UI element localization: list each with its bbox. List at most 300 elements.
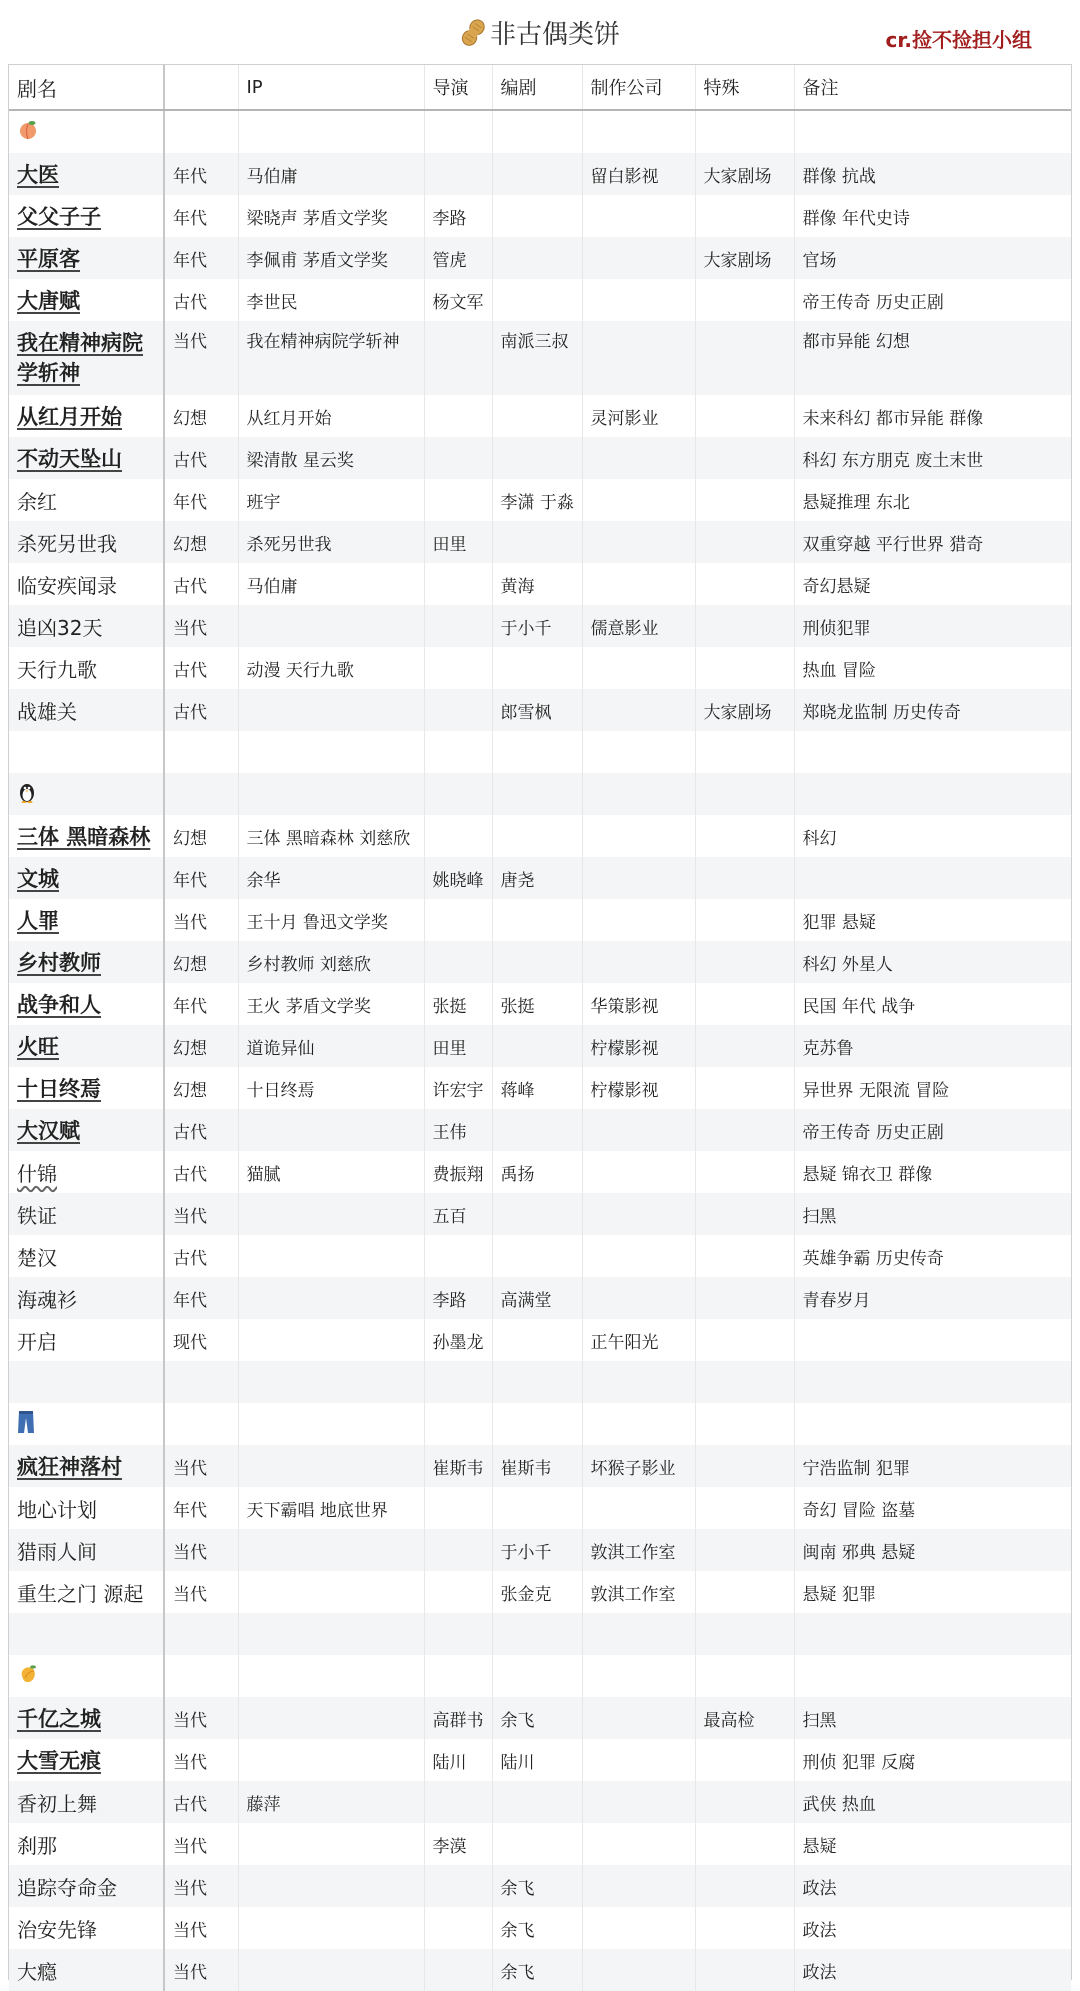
notes-cell: 帝王传奇 历史正剧 <box>794 1109 1071 1151</box>
director-cell <box>424 1235 492 1277</box>
era-cell: 年代 <box>164 479 238 521</box>
ip-cell: 杀死另世我 <box>238 521 424 563</box>
ip-cell <box>238 1739 424 1781</box>
drama-name: 火旺 <box>17 1035 59 1059</box>
writer-cell <box>492 195 582 237</box>
table-row <box>9 237 1071 279</box>
director-cell: 孙墨龙 <box>424 1319 492 1361</box>
notes-cell: 热血 冒险 <box>794 647 1071 689</box>
company-cell <box>582 689 695 731</box>
table-row <box>9 1529 1071 1571</box>
drama-name: 三体 黑暗森林 <box>17 825 151 849</box>
writer-cell <box>492 647 582 689</box>
special-cell <box>695 563 794 605</box>
director-cell: 五百 <box>424 1193 492 1235</box>
special-cell <box>695 1025 794 1067</box>
col-header-ip: IP <box>238 65 424 110</box>
director-cell <box>424 153 492 195</box>
drama-name-cell <box>9 1781 164 1823</box>
table-row <box>9 395 1071 437</box>
drama-name-cell <box>9 689 164 731</box>
empty-cell <box>582 773 695 815</box>
company-cell <box>582 1697 695 1739</box>
empty-cell <box>582 1403 695 1445</box>
company-cell <box>582 941 695 983</box>
notes-cell: 政法 <box>794 1907 1071 1949</box>
notes-cell: 郑晓龙监制 历史传奇 <box>794 689 1071 731</box>
table-row <box>9 1445 1071 1487</box>
empty-cell <box>582 1655 695 1697</box>
writer-cell: 崔斯韦 <box>492 1445 582 1487</box>
notes-cell: 民国 年代 战争 <box>794 983 1071 1025</box>
special-cell <box>695 479 794 521</box>
empty-cell <box>164 1655 238 1697</box>
drama-name: 开启 <box>17 1329 57 1354</box>
ip-cell <box>238 1907 424 1949</box>
writer-cell <box>492 1193 582 1235</box>
special-cell <box>695 437 794 479</box>
writer-cell <box>492 1487 582 1529</box>
ip-cell: 十日终焉 <box>238 1067 424 1109</box>
empty-cell <box>492 731 582 773</box>
writer-cell: 禹扬 <box>492 1151 582 1193</box>
drama-name-cell <box>9 1823 164 1865</box>
drama-name-cell <box>9 1697 164 1739</box>
table-row <box>9 1109 1071 1151</box>
special-cell <box>695 521 794 563</box>
drama-name: 人罪 <box>17 909 59 933</box>
drama-name-cell <box>9 1151 164 1193</box>
special-cell <box>695 605 794 647</box>
notes-cell: 扫黑 <box>794 1697 1071 1739</box>
drama-name: 香初上舞 <box>17 1791 97 1816</box>
writer-cell: 余飞 <box>492 1697 582 1739</box>
special-cell <box>695 983 794 1025</box>
ip-cell <box>238 1445 424 1487</box>
company-cell <box>582 321 695 395</box>
era-cell: 古代 <box>164 647 238 689</box>
director-cell <box>424 1865 492 1907</box>
writer-cell: 唐尧 <box>492 857 582 899</box>
notes-cell: 武侠 热血 <box>794 1781 1071 1823</box>
era-cell: 年代 <box>164 1487 238 1529</box>
title-bar <box>0 0 1080 62</box>
drama-name: 乡村教师 <box>17 951 101 975</box>
special-cell <box>695 1739 794 1781</box>
table-row <box>9 1949 1071 1991</box>
empty-cell <box>9 1613 164 1655</box>
writer-cell: 余飞 <box>492 1865 582 1907</box>
special-cell <box>695 1823 794 1865</box>
section-icon-cell <box>9 110 164 153</box>
drama-name-cell <box>9 1319 164 1361</box>
col-header-company: 制作公司 <box>582 65 695 110</box>
col-header-director: 导演 <box>424 65 492 110</box>
era-cell: 年代 <box>164 983 238 1025</box>
director-cell: 张挺 <box>424 983 492 1025</box>
empty-cell <box>9 731 164 773</box>
section-header-row <box>9 1655 1071 1697</box>
era-cell: 幻想 <box>164 1025 238 1067</box>
special-cell <box>695 857 794 899</box>
empty-cell <box>695 1655 794 1697</box>
company-cell <box>582 857 695 899</box>
era-cell: 当代 <box>164 1193 238 1235</box>
empty-cell <box>424 1613 492 1655</box>
special-cell: 大家剧场 <box>695 237 794 279</box>
empty-cell <box>238 1655 424 1697</box>
company-cell: 留白影视 <box>582 153 695 195</box>
ip-cell: 天下霸唱 地底世界 <box>238 1487 424 1529</box>
director-cell <box>424 321 492 395</box>
ip-cell: 梁晓声 茅盾文学奖 <box>238 195 424 237</box>
company-cell <box>582 1487 695 1529</box>
table-row <box>9 1193 1071 1235</box>
empty-cell <box>794 731 1071 773</box>
empty-cell <box>695 1361 794 1403</box>
notes-cell: 官场 <box>794 237 1071 279</box>
drama-name-cell <box>9 605 164 647</box>
era-cell: 幻想 <box>164 1067 238 1109</box>
ip-cell <box>238 1235 424 1277</box>
special-cell <box>695 395 794 437</box>
era-cell: 当代 <box>164 1445 238 1487</box>
drama-name-cell <box>9 279 164 321</box>
empty-cell <box>794 1613 1071 1655</box>
drama-name-cell <box>9 1571 164 1613</box>
ip-cell: 李佩甫 茅盾文学奖 <box>238 237 424 279</box>
ip-cell: 猫腻 <box>238 1151 424 1193</box>
drama-name-cell <box>9 1445 164 1487</box>
table-row <box>9 437 1071 479</box>
company-cell <box>582 1907 695 1949</box>
company-cell <box>582 1823 695 1865</box>
peach-icon <box>17 119 39 146</box>
special-cell <box>695 321 794 395</box>
empty-cell <box>238 1613 424 1655</box>
era-cell: 幻想 <box>164 815 238 857</box>
special-cell <box>695 647 794 689</box>
empty-cell <box>582 731 695 773</box>
writer-cell: 郎雪枫 <box>492 689 582 731</box>
ip-cell: 藤萍 <box>238 1781 424 1823</box>
writer-cell: 李潇 于淼 <box>492 479 582 521</box>
spacer-row <box>9 1613 1071 1655</box>
table-row <box>9 521 1071 563</box>
table-row <box>9 1571 1071 1613</box>
director-cell <box>424 1529 492 1571</box>
table-row <box>9 941 1071 983</box>
drama-name-cell <box>9 437 164 479</box>
drama-name-cell <box>9 983 164 1025</box>
table-row <box>9 1235 1071 1277</box>
peanut-icon <box>460 18 486 48</box>
notes-cell: 科幻 外星人 <box>794 941 1071 983</box>
writer-cell: 于小千 <box>492 1529 582 1571</box>
special-cell: 大家剧场 <box>695 153 794 195</box>
company-cell: 柠檬影视 <box>582 1067 695 1109</box>
empty-cell <box>492 1361 582 1403</box>
empty-cell <box>164 1403 238 1445</box>
col-header-special: 特殊 <box>695 65 794 110</box>
drama-name-cell <box>9 815 164 857</box>
writer-cell <box>492 1823 582 1865</box>
era-cell: 当代 <box>164 1697 238 1739</box>
special-cell <box>695 1319 794 1361</box>
director-cell <box>424 563 492 605</box>
era-cell: 当代 <box>164 1907 238 1949</box>
director-cell <box>424 1781 492 1823</box>
ip-cell <box>238 1823 424 1865</box>
writer-cell <box>492 237 582 279</box>
company-cell <box>582 521 695 563</box>
director-cell <box>424 1907 492 1949</box>
writer-cell <box>492 1235 582 1277</box>
ip-cell: 余华 <box>238 857 424 899</box>
drama-name: 不动天坠山 <box>17 447 122 471</box>
writer-cell <box>492 437 582 479</box>
ip-cell: 王火 茅盾文学奖 <box>238 983 424 1025</box>
empty-cell <box>695 110 794 153</box>
special-cell <box>695 279 794 321</box>
table-row <box>9 1739 1071 1781</box>
drama-name-cell <box>9 899 164 941</box>
title-text: 非古偶类饼 <box>489 20 620 50</box>
special-cell <box>695 1529 794 1571</box>
director-cell <box>424 689 492 731</box>
drama-name-cell <box>9 153 164 195</box>
special-cell <box>695 1445 794 1487</box>
ip-cell <box>238 1949 424 1991</box>
table-row <box>9 1781 1071 1823</box>
table-row <box>9 1907 1071 1949</box>
ip-cell <box>238 605 424 647</box>
company-cell <box>582 1109 695 1151</box>
empty-cell <box>582 1613 695 1655</box>
empty-cell <box>164 1613 238 1655</box>
notes-cell: 群像 抗战 <box>794 153 1071 195</box>
company-cell: 敦淇工作室 <box>582 1571 695 1613</box>
era-cell: 年代 <box>164 237 238 279</box>
era-cell: 当代 <box>164 1949 238 1991</box>
notes-cell: 政法 <box>794 1949 1071 1991</box>
empty-cell <box>164 110 238 153</box>
notes-cell: 未来科幻 都市异能 群像 <box>794 395 1071 437</box>
drama-name-cell <box>9 1865 164 1907</box>
writer-cell: 蒋峰 <box>492 1067 582 1109</box>
ip-cell: 李世民 <box>238 279 424 321</box>
empty-cell <box>424 773 492 815</box>
era-cell: 古代 <box>164 437 238 479</box>
table-row <box>9 899 1071 941</box>
table-row <box>9 647 1071 689</box>
notes-cell: 悬疑推理 东北 <box>794 479 1071 521</box>
director-cell <box>424 647 492 689</box>
drama-name-cell <box>9 857 164 899</box>
special-cell <box>695 1151 794 1193</box>
ip-cell: 班宇 <box>238 479 424 521</box>
writer-cell <box>492 941 582 983</box>
drama-name: 临安疾闻录 <box>17 573 117 598</box>
notes-cell: 都市异能 幻想 <box>794 321 1071 395</box>
drama-name: 余红 <box>17 489 57 514</box>
table-row <box>9 857 1071 899</box>
special-cell <box>695 1109 794 1151</box>
drama-name: 杀死另世我 <box>17 531 117 556</box>
ip-cell: 道诡异仙 <box>238 1025 424 1067</box>
director-cell <box>424 605 492 647</box>
table-row <box>9 479 1071 521</box>
director-cell <box>424 395 492 437</box>
notes-cell <box>794 857 1071 899</box>
director-cell: 杨文军 <box>424 279 492 321</box>
notes-cell: 政法 <box>794 1865 1071 1907</box>
notes-cell: 奇幻悬疑 <box>794 563 1071 605</box>
drama-name-cell <box>9 195 164 237</box>
notes-cell: 悬疑 犯罪 <box>794 1571 1071 1613</box>
director-cell: 李路 <box>424 195 492 237</box>
notes-cell: 科幻 <box>794 815 1071 857</box>
drama-name-cell <box>9 237 164 279</box>
section-icon-cell <box>9 1655 164 1697</box>
notes-cell: 科幻 东方朋克 废土末世 <box>794 437 1071 479</box>
drama-name: 追凶32天 <box>17 615 103 640</box>
special-cell <box>695 1193 794 1235</box>
empty-cell <box>492 1613 582 1655</box>
drama-name: 我在精神病院学斩神 <box>17 331 143 385</box>
section-header-row <box>9 110 1071 153</box>
table-row <box>9 1277 1071 1319</box>
drama-name-cell <box>9 1529 164 1571</box>
table-row <box>9 321 1071 395</box>
special-cell <box>695 1067 794 1109</box>
drama-name-cell <box>9 1277 164 1319</box>
table-row <box>9 1025 1071 1067</box>
drama-name-cell <box>9 479 164 521</box>
writer-cell <box>492 1319 582 1361</box>
director-cell <box>424 1571 492 1613</box>
table-row <box>9 1319 1071 1361</box>
drama-name: 天行九歌 <box>17 657 97 682</box>
empty-cell <box>238 1403 424 1445</box>
era-cell: 当代 <box>164 1823 238 1865</box>
drama-name: 大医 <box>17 163 59 187</box>
director-cell: 崔斯韦 <box>424 1445 492 1487</box>
company-cell <box>582 1865 695 1907</box>
director-cell: 李路 <box>424 1277 492 1319</box>
drama-name-cell <box>9 1025 164 1067</box>
writer-cell <box>492 1109 582 1151</box>
empty-cell <box>794 773 1071 815</box>
drama-name-cell <box>9 1193 164 1235</box>
company-cell <box>582 1739 695 1781</box>
drama-name: 猎雨人间 <box>17 1539 97 1564</box>
table-row <box>9 1067 1071 1109</box>
empty-cell <box>794 1655 1071 1697</box>
special-cell <box>695 1277 794 1319</box>
drama-name: 父父子子 <box>17 205 101 229</box>
company-cell: 灵河影业 <box>582 395 695 437</box>
era-cell: 古代 <box>164 279 238 321</box>
empty-cell <box>794 1403 1071 1445</box>
drama-name: 大瘾 <box>17 1959 57 1984</box>
writer-cell <box>492 395 582 437</box>
era-cell: 当代 <box>164 605 238 647</box>
company-cell <box>582 195 695 237</box>
special-cell <box>695 941 794 983</box>
section-icon-cell <box>9 773 164 815</box>
director-cell <box>424 479 492 521</box>
table-row <box>9 605 1071 647</box>
notes-cell: 克苏鲁 <box>794 1025 1071 1067</box>
writer-cell <box>492 1781 582 1823</box>
empty-cell <box>238 773 424 815</box>
drama-name-cell <box>9 647 164 689</box>
era-cell: 当代 <box>164 1739 238 1781</box>
col-header-notes: 备注 <box>794 65 1071 110</box>
drama-name-cell <box>9 1235 164 1277</box>
drama-name-cell <box>9 941 164 983</box>
drama-name: 铁证 <box>17 1203 57 1228</box>
special-cell <box>695 1907 794 1949</box>
drama-name: 治安先锋 <box>17 1917 97 1942</box>
notes-cell: 异世界 无限流 冒险 <box>794 1067 1071 1109</box>
drama-table-container <box>8 64 1072 1984</box>
drama-name: 大汉赋 <box>17 1119 80 1143</box>
table-row <box>9 279 1071 321</box>
ip-cell <box>238 689 424 731</box>
director-cell: 姚晓峰 <box>424 857 492 899</box>
drama-name-cell <box>9 1949 164 1991</box>
table-row <box>9 563 1071 605</box>
writer-cell <box>492 815 582 857</box>
special-cell: 大家剧场 <box>695 689 794 731</box>
ip-cell <box>238 1529 424 1571</box>
drama-name: 楚汉 <box>17 1245 57 1270</box>
company-cell <box>582 1193 695 1235</box>
drama-name-cell <box>9 563 164 605</box>
writer-cell: 张金克 <box>492 1571 582 1613</box>
writer-cell: 于小千 <box>492 605 582 647</box>
notes-cell: 帝王传奇 历史正剧 <box>794 279 1071 321</box>
company-cell <box>582 647 695 689</box>
mango-icon <box>17 1663 39 1690</box>
drama-name: 大雪无痕 <box>17 1749 101 1773</box>
empty-cell <box>695 1613 794 1655</box>
table-row <box>9 1865 1071 1907</box>
empty-cell <box>582 1361 695 1403</box>
era-cell: 古代 <box>164 689 238 731</box>
col-header-writer: 编剧 <box>492 65 582 110</box>
notes-cell: 悬疑 <box>794 1823 1071 1865</box>
table-row <box>9 689 1071 731</box>
writer-cell <box>492 899 582 941</box>
empty-cell <box>794 110 1071 153</box>
era-cell: 当代 <box>164 1529 238 1571</box>
drama-name: 平原客 <box>17 247 80 271</box>
era-cell: 古代 <box>164 1781 238 1823</box>
director-cell <box>424 1487 492 1529</box>
table-row <box>9 815 1071 857</box>
table-row <box>9 1697 1071 1739</box>
special-cell <box>695 899 794 941</box>
drama-name-cell <box>9 1067 164 1109</box>
empty-cell <box>492 1403 582 1445</box>
drama-name: 战争和人 <box>17 993 101 1017</box>
ip-cell: 梁清散 星云奖 <box>238 437 424 479</box>
ip-cell <box>238 1865 424 1907</box>
ip-cell <box>238 1697 424 1739</box>
